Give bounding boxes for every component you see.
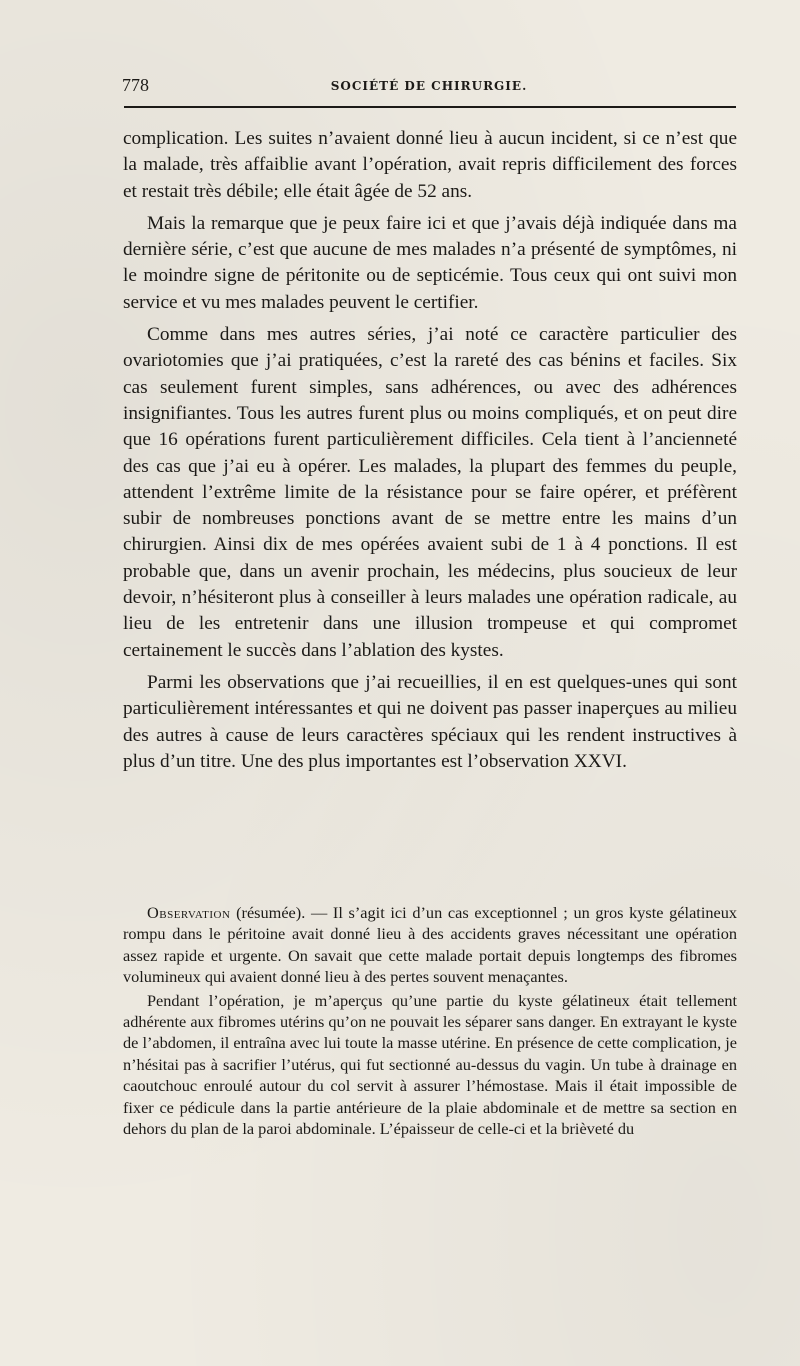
header-rule: [124, 106, 736, 108]
observation-text: (résumée). — Il s’agit ici d’un cas exceptionnel ; un gros kyste gélatineux rompu dans le péritoine avait donné lieu à des accidents graves nécessitant une opération assez rapide et urgente. On savait que cette malade portait depuis longtemps des fibromes volumineux qui avaient donné lieu à des pertes souvent menaçantes.: [123, 903, 737, 987]
paragraph: Parmi les observations que j’ai recueillies, il en est quelques-unes qui sont particulièrement intéressantes et qui ne doivent pas passer inaperçues au milieu des autres à cause de leurs caractères spéciaux qui les rendent instructives à plus d’un titre. Une des plus importantes est l’observation XXVI.: [123, 671, 737, 772]
paragraph-continuation: complication. Les suites n’avaient donné lieu à aucun incident, si ce n’est que la malade, très affaiblie avant l’opération, avait repris difficilement des forces et restait très débile; elle était âgée de 52 ans.: [123, 128, 737, 202]
page-header: [122, 73, 736, 101]
observation-label: Observation: [147, 903, 231, 922]
observation-block: [123, 902, 737, 1139]
paragraph: Comme dans mes autres séries, j’ai noté ce caractère particulier des ovariotomies que j’ai pratiquées, c’est la rareté des cas bénins et faciles. Six cas seulement furent simples, sans adhérences, ou avec des adhérences insignifiantes. Tous les autres furent plus ou moins compliqués, et on peut dire que 16 opérations furent particulièrement difficiles. Cela tient à l’ancienneté des cas que j’ai eu à opérer. Les malades, la plupart des femmes du peuple, attendent l’extrême limite de la résistance pour se faire opérer, et préfèrent subir de nombreuses ponctions avant de se mettre entre les mains d’un chirurgien. Ainsi dix de mes opérées avaient subi de 1 à 4 ponctions. Il est probable que, dans un avenir prochain, les médecins, plus soucieux de leur devoir, n’hésiteront plus à conseiller à leurs malades une opération radicale, au lieu de les entretenir dans une illusion trompeuse et qui compromet certainement le succès dans l’ablation des kystes.: [123, 324, 737, 661]
paragraph: Mais la remarque que je peux faire ici et que j’avais déjà indiquée dans ma dernière série, c’est que aucune de mes malades n’a présenté de symptômes, ni le moindre signe de péritonite ou de septicémie. Tous ceux qui ont suivi mon service et vu mes malades peuvent le certifier.: [123, 212, 737, 313]
observation-continuation: Pendant l’opération, je m’aperçus qu’une partie du kyste gélatineux était tellement adhérente aux fibromes utérins qu’on ne pouvait les séparer sans danger. En extrayant le kyste de l’abdomen, il entraîna avec lui toute la masse utérine. En présence de cette complication, je n’hésitai pas à sacrifier l’utérus, qui fut sectionné au-dessus du vagin. Un tube à drainage en caoutchouc enroulé autour du col servit à assurer l’hémostase. Mais il était impossible de fixer ce pédicule dans la partie antérieure de la plaie abdominale et de mettre sa section en dehors du plan de la paroi abdominale. L’épaisseur de celle-ci et la brièveté du: [123, 990, 737, 1139]
running-title: SOCIÉTÉ DE CHIRURGIE.: [330, 79, 528, 93]
observation-paragraph: [123, 902, 737, 988]
page-number: 778: [122, 75, 149, 95]
main-text: [123, 126, 737, 775]
